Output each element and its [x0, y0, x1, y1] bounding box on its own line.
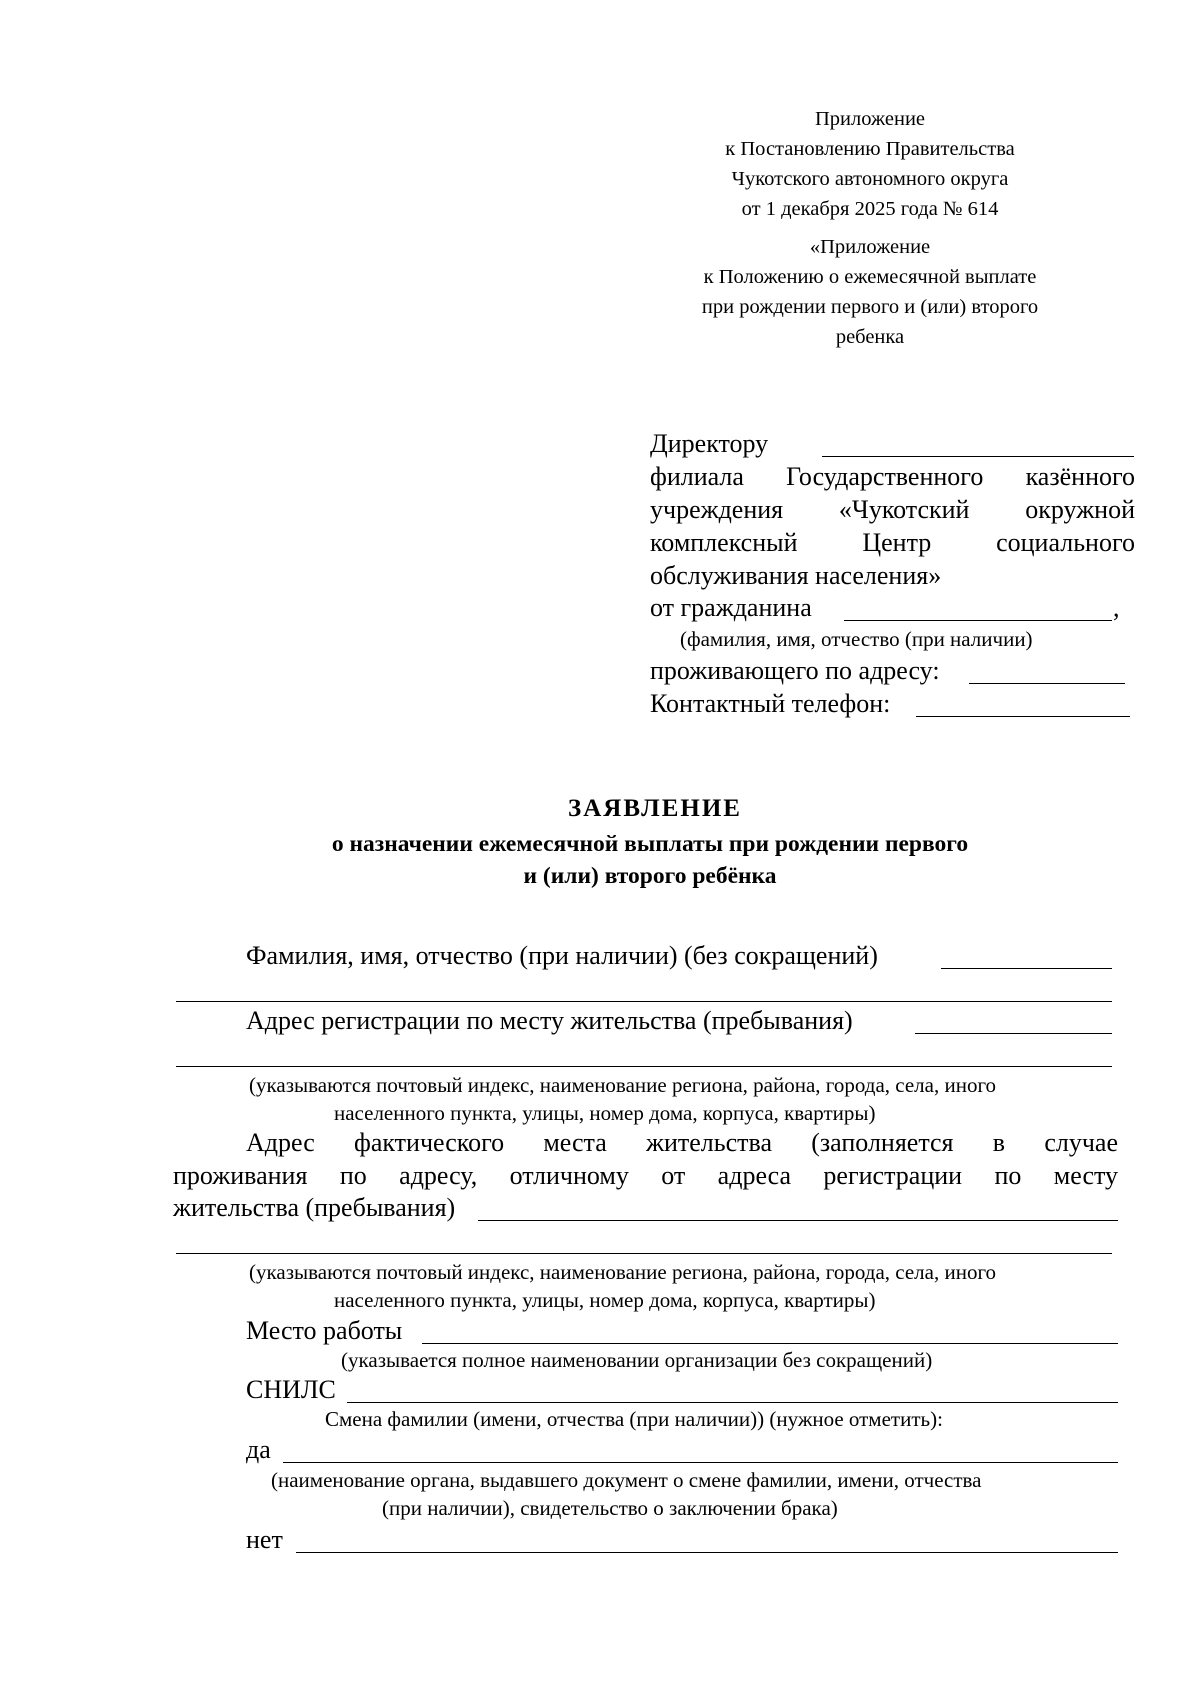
addressee-org-line: обслуживания населения» [650, 561, 942, 590]
director-name-field[interactable] [822, 456, 1134, 457]
fio-field[interactable] [941, 968, 1112, 969]
citizen-name-field[interactable] [844, 620, 1112, 621]
workplace-label: Место работы [246, 1316, 403, 1345]
document-title: ЗАЯВЛЕНИЕ [568, 795, 742, 822]
name-change-yes-label: да [246, 1435, 271, 1464]
registration-address-field-continued[interactable] [176, 1066, 1112, 1067]
addressee-org-line: филиала Государственного казённого [650, 462, 1135, 491]
addressee-org-line: учреждения «Чукотский окружной [650, 495, 1135, 524]
actual-address-field[interactable] [478, 1220, 1118, 1221]
actual-address-text: Адрес фактического места жительства (заполняется в случае [246, 1128, 1118, 1157]
residing-label: проживающего по адресу: [650, 656, 940, 685]
fio-field-continued[interactable] [176, 1001, 1112, 1002]
workplace-field[interactable] [422, 1343, 1118, 1344]
snils-field[interactable] [347, 1402, 1118, 1403]
name-change-yes-hint: (наименование органа, выдавшего документ о смене фамилии, имени, отчества [271, 1468, 982, 1492]
name-change-yes-field[interactable] [283, 1462, 1118, 1463]
registration-address-field[interactable] [915, 1033, 1112, 1034]
appendix-line: от 1 декабря 2025 года № 614 [741, 198, 999, 220]
snils-label: СНИЛС [246, 1375, 336, 1404]
appendix-header [620, 104, 1120, 224]
name-change-no-label: нет [246, 1525, 283, 1554]
phone-field[interactable] [916, 716, 1130, 717]
name-change-no-field[interactable] [296, 1552, 1118, 1553]
citizen-comma: , [1113, 593, 1120, 622]
fio-hint: (фамилия, имя, отчество (при наличии) [680, 627, 1033, 651]
appendix-line: при рождении первого и (или) второго [701, 296, 1039, 318]
actual-address-hint: (указываются почтовый индекс, наименование региона, района, города, села, иного [249, 1260, 997, 1284]
document-subtitle: о назначении ежемесячной выплаты при рождении первого [331, 831, 969, 857]
actual-address-hint: населенного пункта, улицы, номер дома, корпуса, квартиры) [334, 1288, 876, 1312]
residing-address-field[interactable] [969, 683, 1125, 684]
name-change-label: Смена фамилии (имени, отчества (при наличии)) (нужное отметить): [325, 1407, 943, 1431]
appendix-regulation [620, 232, 1120, 352]
registration-address-hint: (указываются почтовый индекс, наименование региона, района, города, села, иного [249, 1073, 997, 1097]
appendix-line: «Приложение [809, 236, 931, 258]
appendix-line: к Постановлению Правительства [725, 138, 1015, 160]
registration-address-label: Адрес регистрации по месту жительства (пребывания) [246, 1006, 853, 1035]
appendix-line: Чукотского автономного округа [731, 168, 1009, 190]
actual-address-field-continued[interactable] [176, 1253, 1112, 1254]
registration-address-hint: населенного пункта, улицы, номер дома, корпуса, квартиры) [334, 1101, 876, 1125]
addressee-org-line: комплексный Центр социального [650, 528, 1135, 557]
appendix-line: к Положению о ежемесячной выплате [703, 266, 1037, 288]
director-label: Директору [650, 429, 769, 458]
from-citizen-label: от гражданина [650, 593, 812, 622]
appendix-line: ребенка [835, 326, 905, 348]
document-subtitle: и (или) второго ребёнка [523, 863, 777, 889]
appendix-line: Приложение [814, 108, 926, 130]
phone-label: Контактный телефон: [650, 689, 891, 718]
actual-address-text: жительства (пребывания) [173, 1193, 456, 1222]
fio-label: Фамилия, имя, отчество (при наличии) (без сокращений) [246, 941, 878, 970]
name-change-yes-hint: (при наличии), свидетельство о заключении брака) [382, 1496, 838, 1520]
workplace-hint: (указывается полное наименовании организации без сокращений) [341, 1348, 933, 1372]
actual-address-text: проживания по адресу, отличному от адреса регистрации по месту [173, 1161, 1118, 1190]
